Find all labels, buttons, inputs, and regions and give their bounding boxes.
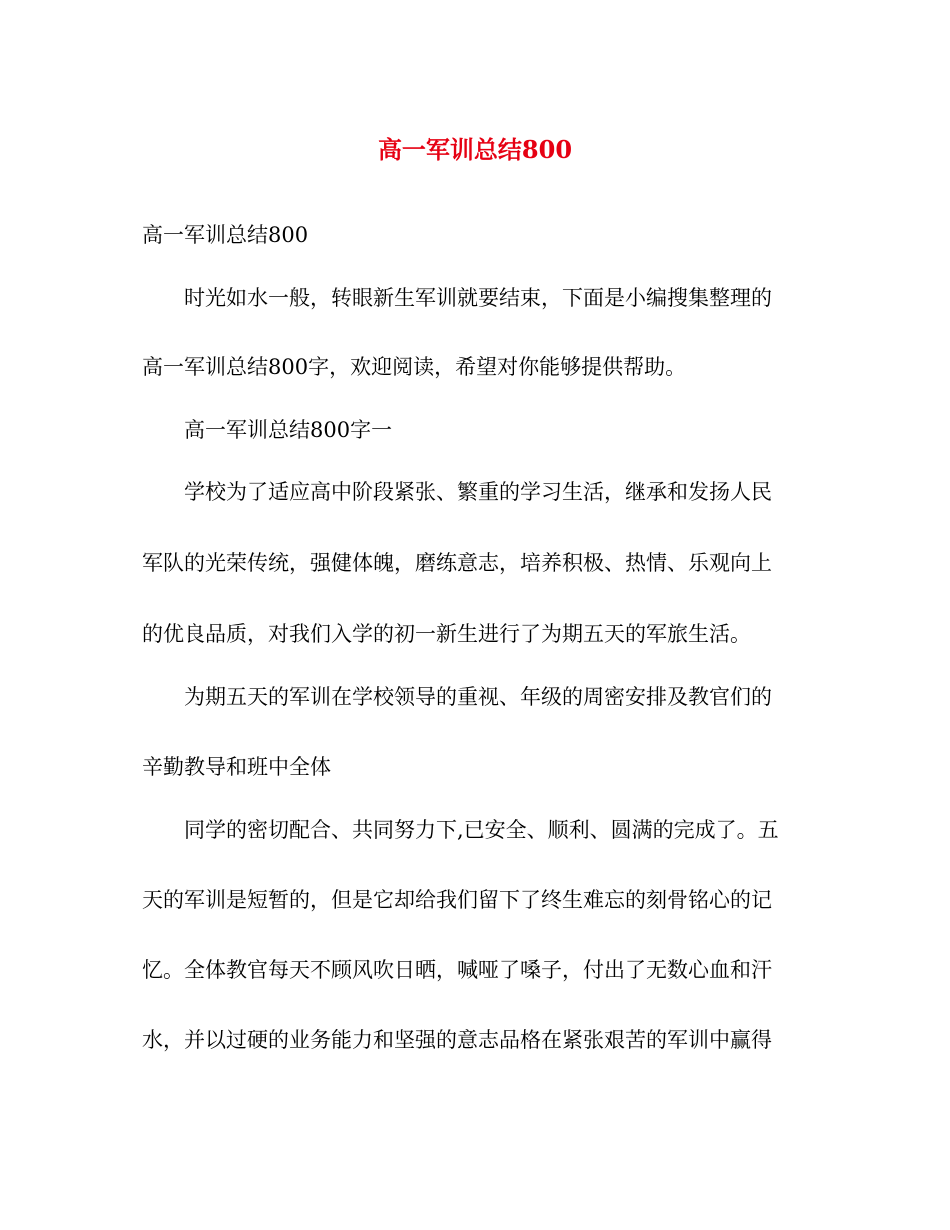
paragraph-line: 军队的光荣传统，强健体魄，磨练意志，培养积极、热情、乐观向上	[142, 551, 772, 575]
document-title: 高一军训总结800	[377, 135, 573, 164]
paragraph-heading: 高一军训总结800	[142, 223, 309, 247]
paragraph-line: 为期五天的军训在学校领导的重视、年级的周密安排及教官们的	[184, 685, 772, 709]
paragraph-line: 的优良品质，对我们入学的初一新生进行了为期五天的军旅生活。	[142, 622, 751, 646]
paragraph-line: 学校为了适应高中阶段紧张、繁重的学习生活，继承和发扬人民	[184, 480, 772, 504]
paragraph-line: 辛勤教导和班中全体	[142, 755, 331, 779]
paragraph-line: 天的军训是短暂的，但是它却给我们留下了终生难忘的刻骨铭心的记	[142, 888, 772, 912]
paragraph-line: 忆。全体教官每天不顾风吹日晒，喊哑了嗓子，付出了无数心血和汗	[142, 958, 772, 982]
paragraph-line: 时光如水一般，转眼新生军训就要结束，下面是小编搜集整理的	[184, 286, 772, 310]
section-heading: 高一军训总结800字一	[184, 418, 393, 442]
paragraph-line: 同学的密切配合、共同努力下,已安全、顺利、圆满的完成了。五	[184, 818, 779, 842]
paragraph-line: 水，并以过硬的业务能力和坚强的意志品格在紧张艰苦的军训中赢得	[142, 1028, 772, 1052]
paragraph-line: 高一军训总结800字，欢迎阅读，希望对你能够提供帮助。	[142, 355, 687, 379]
